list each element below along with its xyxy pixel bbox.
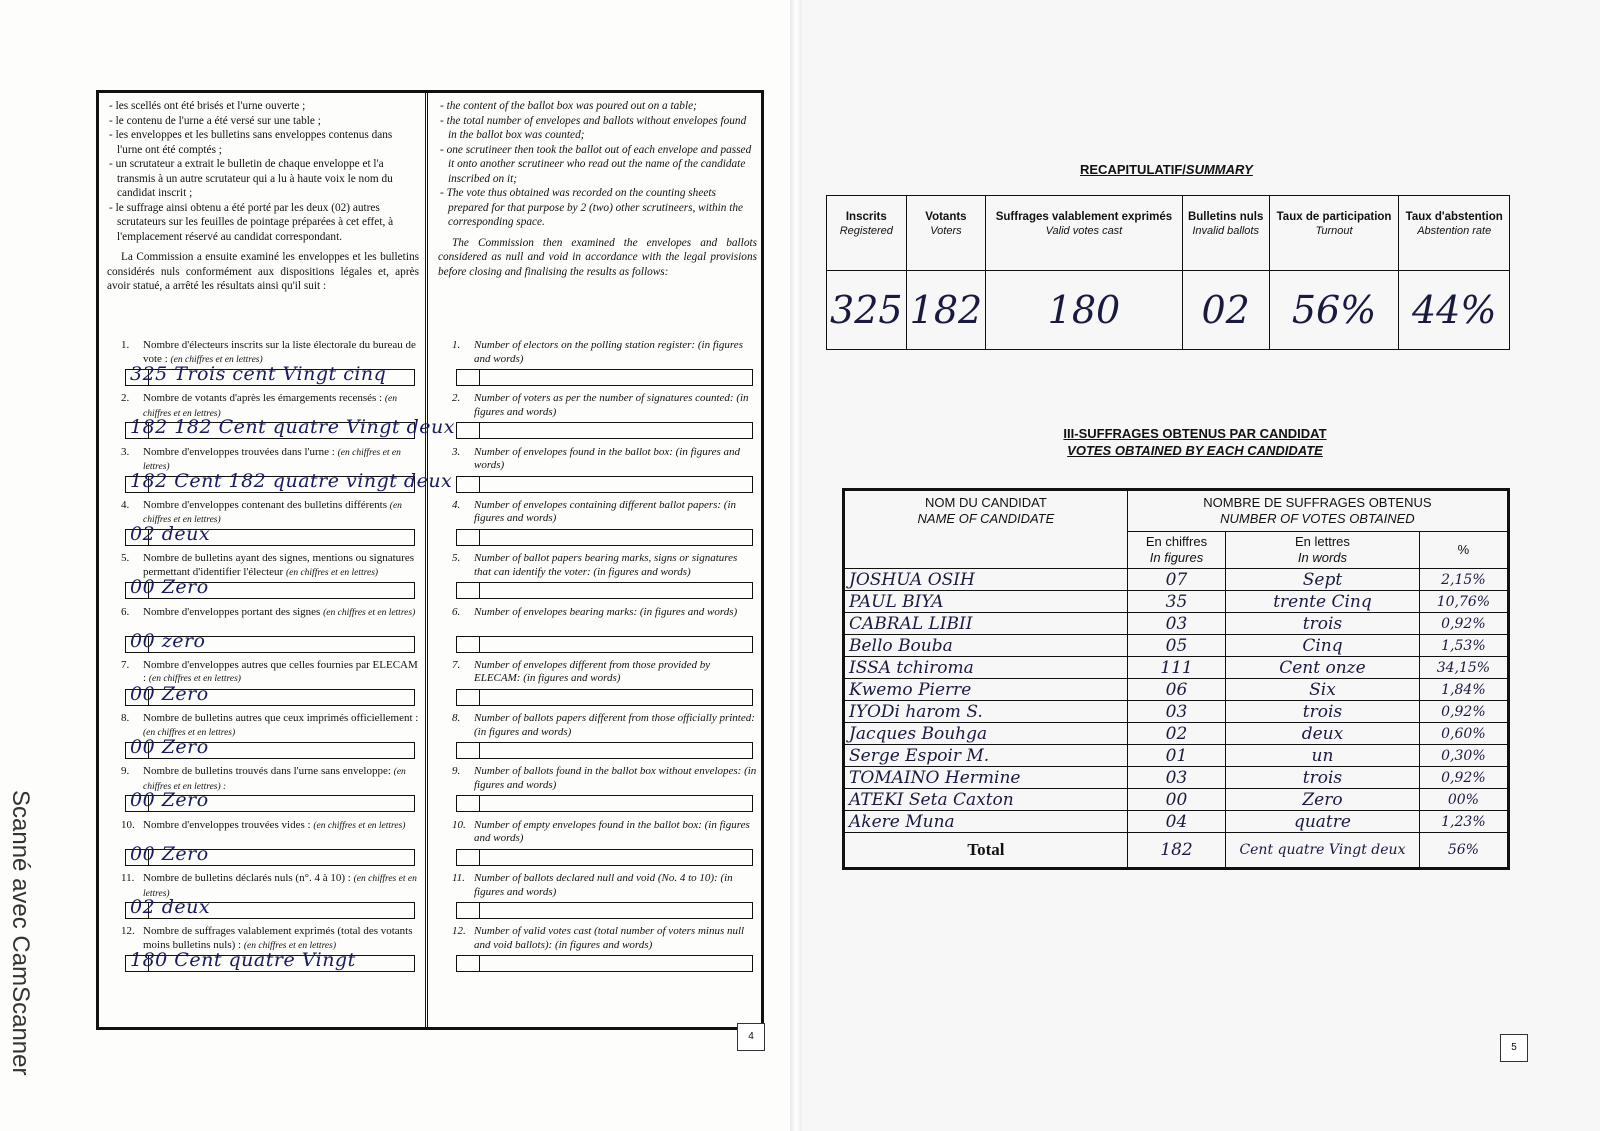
item-label-fr bbox=[143, 606, 419, 621]
item-text-fr: Nombre d'enveloppes trouvées vides : bbox=[143, 818, 311, 831]
answer-box-divider bbox=[479, 530, 480, 545]
item-text-fr: Nombre d'enveloppes autres que celles fournies par ELECAM : bbox=[143, 658, 418, 685]
candidate-votes-figures: 02 bbox=[1127, 723, 1225, 745]
intro-bullet-en: - the content of the ballot box was poured out on a table; bbox=[448, 99, 757, 114]
item-note-fr: (en chiffres et en lettres) bbox=[170, 354, 263, 365]
summary-header-fr: Bulletins nuls bbox=[1187, 211, 1264, 223]
summary-title: RECAPITULATIF/SUMMARY bbox=[1080, 162, 1253, 177]
form-item-en bbox=[438, 499, 757, 526]
item-note-fr: (en chiffres et en lettres) bbox=[285, 567, 379, 578]
candidate-row bbox=[844, 569, 1509, 591]
item-number: 9. bbox=[121, 765, 130, 778]
form-item-en bbox=[438, 819, 757, 846]
candidate-votes-words: Six bbox=[1226, 679, 1420, 701]
item-note-fr: (en chiffres et en lettres) bbox=[143, 727, 236, 738]
form-item-en bbox=[438, 446, 757, 473]
item-note-fr: (en chiffres et en lettres) bbox=[143, 874, 417, 899]
candidate-votes-words: Cent onze bbox=[1226, 657, 1420, 679]
book-spine bbox=[790, 0, 802, 1131]
candidate-percent: 0,60% bbox=[1419, 723, 1508, 745]
intro-bullet-en: - the total number of envelopes and ballots without envelopes found in the ballot box was counted; bbox=[448, 114, 757, 143]
answer-box-en bbox=[456, 955, 753, 972]
summary-header-row bbox=[827, 196, 1510, 271]
form-item-en bbox=[438, 872, 757, 899]
summary-header-fr: Taux de participation bbox=[1276, 211, 1392, 223]
candidate-percent: 0,92% bbox=[1419, 767, 1508, 789]
answer-box-divider bbox=[479, 743, 480, 758]
item-label-en: Number of envelopes containing different ballot papers: (in figures and words) bbox=[474, 498, 737, 525]
candidate-row bbox=[844, 679, 1509, 701]
col-candidate-name: NOM DU CANDIDAT NAME OF CANDIDATE bbox=[844, 490, 1128, 569]
candidate-name: IYODi harom S. bbox=[844, 701, 1128, 723]
item-label-en: Number of voters as per the number of signatures counted: (in figures and words) bbox=[474, 392, 749, 418]
item-number: 8. bbox=[121, 712, 130, 725]
answer-box-divider bbox=[479, 423, 480, 438]
answer-box-en bbox=[456, 742, 753, 759]
item-text-fr: Nombre d'électeurs inscrits sur la liste électorale du bureau de vote : bbox=[143, 339, 416, 365]
candidate-row bbox=[844, 657, 1509, 679]
handwritten-answer: 02 deux bbox=[130, 896, 211, 918]
watermark-text: Scanné avec CamScanner bbox=[7, 790, 34, 1076]
item-number: 9. bbox=[452, 765, 461, 778]
camscanner-watermark bbox=[4, 790, 64, 1090]
answer-box-en bbox=[456, 529, 753, 546]
answer-box-fr bbox=[125, 789, 415, 812]
handwritten-answer: 182 182 Cent quatre Vingt deux bbox=[130, 416, 455, 439]
handwritten-answer: 325 Trois cent Vingt cinq bbox=[130, 363, 387, 385]
item-number: 4. bbox=[121, 498, 130, 511]
french-column bbox=[99, 93, 455, 1027]
form-item-en bbox=[438, 659, 757, 686]
intro-bullet-fr: - les enveloppes et les bulletins sans enveloppes contenus dans l'urne ont été comptés ; bbox=[117, 128, 419, 157]
summary-header-cell bbox=[1399, 196, 1510, 271]
candidates-title bbox=[1045, 425, 1345, 459]
candidate-votes-figures: 01 bbox=[1127, 745, 1225, 767]
answer-box-fr bbox=[125, 363, 415, 386]
summary-value-cell: 02 bbox=[1182, 271, 1269, 350]
candidate-name: Jacques Bouhga bbox=[844, 723, 1128, 745]
summary-header-en: Turnout bbox=[1315, 225, 1353, 237]
english-column bbox=[430, 93, 763, 1027]
item-number: 6. bbox=[452, 605, 461, 618]
answer-box-fr bbox=[125, 469, 453, 493]
answer-box-en bbox=[456, 902, 753, 919]
candidate-votes-figures: 03 bbox=[1127, 701, 1225, 723]
total-figures: 182 bbox=[1127, 833, 1225, 869]
answer-box-fr bbox=[125, 416, 455, 439]
candidate-votes-figures: 07 bbox=[1127, 569, 1225, 591]
candidate-name: ISSA tchiroma bbox=[844, 657, 1128, 679]
form-item-en bbox=[438, 606, 757, 620]
summary-header-en: Invalid ballots bbox=[1192, 225, 1259, 237]
answer-box-fr bbox=[125, 736, 415, 759]
answer-box-en bbox=[456, 582, 753, 599]
answer-box-divider bbox=[479, 637, 480, 652]
candidate-votes-figures: 00 bbox=[1127, 789, 1225, 811]
item-text-fr: Nombre de bulletins ayant des signes, mentions ou signatures permettant d'identifier l'électeur bbox=[143, 552, 414, 578]
item-label-en: Number of empty envelopes found in the ballot box: (in figures and words) bbox=[474, 818, 750, 845]
candidate-row bbox=[844, 723, 1509, 745]
item-text-fr: Nombre d'enveloppes contenant des bulletins différents bbox=[143, 498, 388, 511]
candidate-name: Serge Espoir M. bbox=[844, 745, 1128, 767]
summary-header-fr: Suffrages valablement exprimés bbox=[995, 211, 1173, 223]
answer-box-fr bbox=[125, 576, 415, 599]
summary-header-cell bbox=[1269, 196, 1399, 271]
candidate-votes-words: Zero bbox=[1226, 789, 1420, 811]
item-note-fr: (en chiffres et en lettres) bbox=[243, 940, 336, 951]
summary-header-en: Voters bbox=[930, 225, 962, 237]
candidate-votes-figures: 05 bbox=[1127, 635, 1225, 657]
item-number: 5. bbox=[452, 552, 461, 565]
item-number: 4. bbox=[452, 498, 461, 511]
candidate-votes-words: Cinq bbox=[1226, 635, 1420, 657]
col-percent: % bbox=[1419, 532, 1508, 569]
summary-value-cell: 182 bbox=[906, 271, 986, 350]
form-item-fr bbox=[107, 819, 419, 834]
candidate-votes-figures: 111 bbox=[1127, 657, 1225, 679]
item-label-en: Number of envelopes found in the ballot box: (in figures and words) bbox=[474, 445, 740, 472]
answer-box-en bbox=[456, 476, 753, 493]
candidate-votes-words: Sept bbox=[1226, 569, 1420, 591]
summary-value-cell: 180 bbox=[986, 271, 1182, 350]
item-note-fr: (en chiffres et en lettres) bbox=[143, 447, 401, 473]
candidate-row bbox=[844, 613, 1509, 635]
total-words: Cent quatre Vingt deux bbox=[1226, 833, 1420, 869]
answer-box-en bbox=[456, 849, 753, 866]
item-label-en: Number of ballots declared null and void (No. 4 to 10): (in figures and words) bbox=[474, 872, 733, 898]
form-item-fr bbox=[107, 606, 419, 621]
summary-header-fr: Votants bbox=[925, 211, 967, 223]
summary-value-cell: 44% bbox=[1399, 271, 1510, 350]
item-label-en: Number of envelopes bearing marks: (in figures and words) bbox=[474, 605, 738, 618]
handwritten-answer: 00 Zero bbox=[130, 789, 209, 812]
answer-box-divider bbox=[479, 370, 480, 385]
candidate-votes-words: un bbox=[1226, 745, 1420, 767]
item-number: 3. bbox=[121, 445, 130, 458]
summary-header-en: Abstention rate bbox=[1417, 225, 1492, 237]
handwritten-answer: 00 Zero bbox=[130, 736, 209, 759]
candidate-row bbox=[844, 745, 1509, 767]
summary-table bbox=[826, 195, 1510, 350]
col-in-figures: En chiffres In figures bbox=[1127, 532, 1225, 569]
candidate-name: Bello Bouba bbox=[844, 635, 1128, 657]
candidate-votes-words: trois bbox=[1226, 613, 1420, 635]
candidate-votes-figures: 35 bbox=[1127, 591, 1225, 613]
item-number: 12. bbox=[452, 925, 466, 938]
handwritten-answer: 00 Zero bbox=[130, 682, 209, 705]
summary-header-en: Registered bbox=[839, 225, 893, 237]
item-number: 5. bbox=[121, 552, 130, 565]
page-number-right: 5 bbox=[1500, 1034, 1528, 1062]
handwritten-answer: 182 Cent 182 quatre vingt deux bbox=[130, 469, 453, 492]
candidate-percent: 1,84% bbox=[1419, 679, 1508, 701]
form-item-en bbox=[438, 339, 757, 366]
summary-value-cell: 325 bbox=[827, 271, 907, 350]
candidate-percent: 1,53% bbox=[1419, 635, 1508, 657]
handwritten-answer: 02 deux bbox=[130, 522, 211, 545]
total-row bbox=[844, 833, 1509, 869]
candidates-title-fr: III-SUFFRAGES OBTENUS PAR CANDIDAT bbox=[1063, 426, 1327, 441]
item-number: 11. bbox=[121, 872, 135, 884]
candidate-row bbox=[844, 811, 1509, 833]
candidate-row bbox=[844, 701, 1509, 723]
item-text-fr: Nombre de suffrages valablement exprimés (total des votants moins bulletins nuls) : bbox=[143, 925, 413, 951]
item-note-fr: (en chiffres et en lettres) bbox=[143, 394, 398, 419]
candidate-name: CABRAL LIBII bbox=[844, 613, 1128, 635]
item-label-en: Number of envelopes different from those provided by ELECAM: (in figures and words) bbox=[474, 658, 711, 685]
item-text-fr: Nombre de bulletins déclarés nuls (n°. 4 à 10) : bbox=[143, 872, 351, 884]
intro-bullet-fr: - le contenu de l'urne a été versé sur une table ; bbox=[117, 114, 419, 129]
summary-header-fr: Taux d'abstention bbox=[1405, 211, 1503, 223]
handwritten-answer: 00 Zero bbox=[130, 842, 209, 865]
candidate-row bbox=[844, 635, 1509, 657]
item-note-fr: (en chiffres et en lettres) bbox=[313, 820, 406, 831]
candidate-votes-words: trois bbox=[1226, 701, 1420, 723]
item-label-en: Number of valid votes cast (total number of voters minus null and void ballots): (in figures and words) bbox=[474, 925, 745, 951]
answer-box-divider bbox=[479, 903, 480, 918]
item-number: 7. bbox=[121, 658, 130, 671]
answer-box-fr bbox=[125, 842, 415, 866]
intro-bullet-en: - one scrutineer then took the ballot out of each envelope and passed it onto another scrutineer who read out the name of the candidate inscribed on it; bbox=[448, 143, 757, 187]
candidate-row bbox=[844, 767, 1509, 789]
results-form bbox=[96, 90, 764, 1030]
form-item-en bbox=[438, 925, 757, 952]
handwritten-answer: 00 Zero bbox=[130, 576, 209, 599]
item-label-en: Number of electors on the polling station register: (in figures and words) bbox=[474, 339, 743, 365]
candidate-votes-words: trois bbox=[1226, 767, 1420, 789]
candidate-name: Akere Muna bbox=[844, 811, 1128, 833]
candidate-percent: 10,76% bbox=[1419, 591, 1508, 613]
item-number: 10. bbox=[452, 818, 466, 831]
item-note-fr: (en chiffres et en lettres) bbox=[148, 674, 241, 685]
answer-box-divider bbox=[479, 850, 480, 865]
summary-value-cell: 56% bbox=[1269, 271, 1399, 350]
item-number: 8. bbox=[452, 712, 461, 725]
item-number: 2. bbox=[121, 392, 130, 405]
total-label: Total bbox=[844, 833, 1128, 869]
candidate-row bbox=[844, 591, 1509, 613]
candidate-name: TOMAINO Hermine bbox=[844, 767, 1128, 789]
intro-en bbox=[438, 99, 757, 279]
item-note-fr: (en chiffres et en lettres) bbox=[323, 607, 416, 618]
candidate-percent: 34,15% bbox=[1419, 657, 1508, 679]
handwritten-answer: 00 zero bbox=[130, 629, 206, 652]
item-number: 3. bbox=[452, 445, 461, 458]
item-text-fr: Nombre de bulletins autres que ceux imprimés officiellement : bbox=[143, 712, 419, 725]
candidate-name: Kwemo Pierre bbox=[844, 679, 1128, 701]
paragraph-fr: La Commission a ensuite examiné les enveloppes et les bulletins considérés nuls conformément aux dispositions légales et, après avoir statué, a arrêté les résultats ainsi qu'il suit : bbox=[107, 251, 419, 292]
answer-box-fr bbox=[125, 896, 415, 919]
answer-box-divider bbox=[479, 796, 480, 811]
handwritten-answer: 180 Cent quatre Vingt bbox=[130, 949, 356, 972]
item-text-fr: Nombre d'enveloppes portant des signes bbox=[143, 605, 321, 618]
item-text-fr: Nombre d'enveloppes trouvées dans l'urne : bbox=[143, 445, 335, 458]
summary-header-fr: Inscrits bbox=[845, 211, 887, 223]
intro-fr bbox=[107, 99, 419, 294]
intro-bullet-en: - The vote thus obtained was recorded on the counting sheets prepared for that purpose by 2 (two) other scrutineers, within the corresponding space. bbox=[448, 186, 757, 230]
candidate-percent: 0,92% bbox=[1419, 613, 1508, 635]
paragraph-en: The Commission then examined the envelopes and ballots considered as null and void in accordance with the legal provisions before closing and finalising the results as follows: bbox=[438, 236, 757, 278]
candidate-votes-figures: 06 bbox=[1127, 679, 1225, 701]
summary-header-cell bbox=[1182, 196, 1269, 271]
item-number: 1. bbox=[121, 339, 130, 351]
col-votes-obtained: NOMBRE DE SUFFRAGES OBTENUS NUMBER OF VOTES OBTAINED bbox=[1127, 490, 1508, 532]
item-label-en: Number of ballots papers different from those officially printed: (in figures and words) bbox=[474, 712, 755, 738]
candidate-votes-words: trente Cinq bbox=[1226, 591, 1420, 613]
item-label-en: Number of ballot papers bearing marks, signs or signatures that can identify the voter: (in figures and words) bbox=[474, 552, 738, 578]
item-number: 6. bbox=[121, 605, 130, 618]
form-item-en bbox=[438, 552, 757, 579]
candidate-votes-figures: 03 bbox=[1127, 767, 1225, 789]
answer-box-divider bbox=[479, 690, 480, 705]
candidates-title-en: VOTES OBTAINED BY EACH CANDIDATE bbox=[1067, 443, 1323, 458]
item-text-fr: Nombre de bulletins trouvés dans l'urne sans enveloppe: bbox=[143, 765, 391, 778]
summary-header-cell bbox=[986, 196, 1182, 271]
item-number: 7. bbox=[452, 658, 461, 671]
candidate-name: JOSHUA OSIH bbox=[844, 569, 1128, 591]
col-in-words: En lettres In words bbox=[1226, 532, 1420, 569]
answer-box-en bbox=[456, 636, 753, 653]
answer-box-en bbox=[456, 369, 753, 386]
answer-box-en bbox=[456, 795, 753, 812]
total-percent: 56% bbox=[1419, 833, 1508, 869]
summary-header-cell bbox=[827, 196, 907, 271]
item-text-fr: Nombre de votants d'après les émargements recensés : bbox=[143, 392, 383, 405]
answer-box-en bbox=[456, 689, 753, 706]
candidate-percent: 2,15% bbox=[1419, 569, 1508, 591]
item-number: 10. bbox=[121, 818, 135, 831]
candidate-percent: 00% bbox=[1419, 789, 1508, 811]
form-item-en bbox=[438, 765, 757, 792]
intro-bullet-fr: - le suffrage ainsi obtenu a été porté par les deux (02) autres scrutateurs sur les feuilles de pointage préparées à cet effet, à l'emplacement réservé au candidat correspondant. bbox=[117, 201, 419, 245]
summary-header-en: Valid votes cast bbox=[1045, 225, 1123, 237]
item-label-fr bbox=[143, 819, 419, 834]
summary-values-row bbox=[827, 271, 1510, 350]
form-item-en bbox=[438, 712, 757, 739]
candidate-percent: 1,23% bbox=[1419, 811, 1508, 833]
answer-box-divider bbox=[479, 477, 480, 492]
candidate-row bbox=[844, 789, 1509, 811]
candidate-votes-words: quatre bbox=[1226, 811, 1420, 833]
item-number: 1. bbox=[452, 339, 461, 351]
candidate-name: PAUL BIYA bbox=[844, 591, 1128, 613]
answer-box-divider bbox=[479, 583, 480, 598]
candidate-name: ATEKI Seta Caxton bbox=[844, 789, 1128, 811]
answer-box-en bbox=[456, 422, 753, 439]
intro-bullet-fr: - les scellés ont été brisés et l'urne ouverte ; bbox=[117, 99, 419, 114]
intro-bullet-fr: - un scrutateur a extrait le bulletin de chaque enveloppe et l'a transmis à un autre scrutateur qui a lu à haute voix le nom du candidat inscrit ; bbox=[117, 157, 419, 201]
item-note-fr: (en chiffres et en lettres) : bbox=[143, 767, 406, 792]
candidates-table bbox=[842, 488, 1510, 870]
candidate-votes-figures: 04 bbox=[1127, 811, 1225, 833]
form-item-en bbox=[438, 392, 757, 419]
answer-box-fr bbox=[125, 629, 415, 653]
item-number: 11. bbox=[452, 872, 465, 884]
item-number: 12. bbox=[121, 925, 135, 938]
item-number: 2. bbox=[452, 392, 461, 405]
item-note-fr: (en chiffres et en lettres) bbox=[143, 500, 402, 526]
candidate-votes-words: deux bbox=[1226, 723, 1420, 745]
candidate-votes-figures: 03 bbox=[1127, 613, 1225, 635]
answer-box-fr bbox=[125, 949, 415, 972]
answer-box-fr bbox=[125, 682, 415, 706]
answer-box-fr bbox=[125, 522, 415, 546]
answer-box-divider bbox=[479, 956, 480, 971]
candidate-percent: 0,92% bbox=[1419, 701, 1508, 723]
summary-header-cell bbox=[906, 196, 986, 271]
candidate-percent: 0,30% bbox=[1419, 745, 1508, 767]
item-label-en: Number of ballots found in the ballot box without envelopes: (in figures and words) bbox=[474, 765, 757, 791]
page-number-left: 4 bbox=[737, 1023, 765, 1051]
